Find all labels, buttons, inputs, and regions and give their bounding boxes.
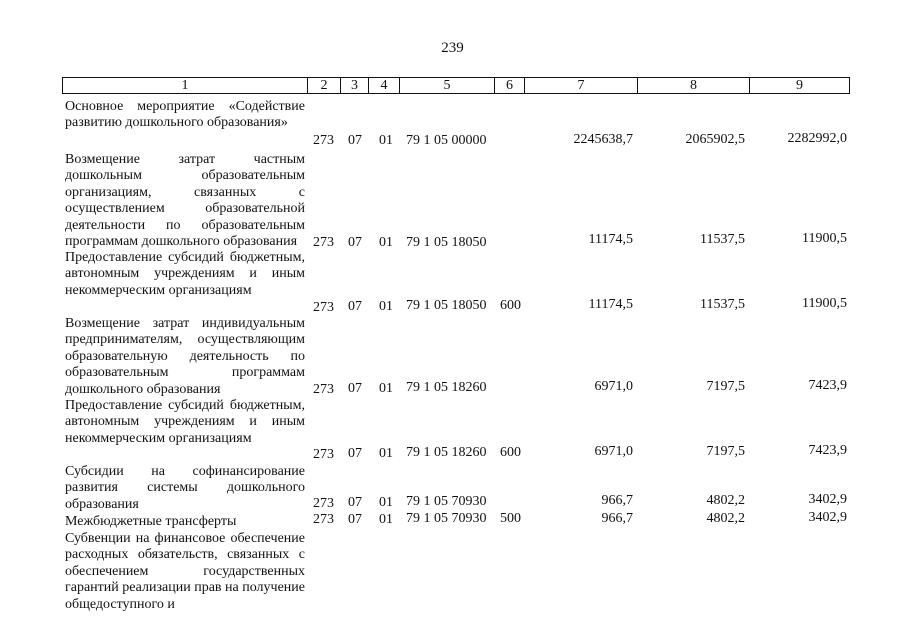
cell-col-2: 273 [313, 512, 334, 527]
cell-col-8: 7197,5 [706, 444, 745, 459]
cell-col-2: 273 [313, 496, 334, 511]
cell-col-9: 7423,9 [808, 443, 847, 458]
cell-col-5: 79 1 05 18260 [406, 380, 487, 395]
cell-col-7: 6971,0 [594, 379, 633, 394]
cell-col-2: 273 [313, 382, 334, 397]
cell-col-2: 273 [313, 133, 334, 148]
cell-col-4: 01 [379, 133, 393, 148]
row-description: Предоставление субсидий бюджетным, автономным учреждениям и иным некоммерческим организациям [65, 250, 305, 298]
cell-col-8: 4802,2 [706, 511, 745, 526]
cell-col-3: 07 [348, 299, 362, 314]
cell-col-3: 07 [348, 495, 362, 510]
cell-col-9: 3402,9 [808, 510, 847, 525]
cell-col-3: 07 [348, 133, 362, 148]
row-description: Межбюджетные трансферты [65, 514, 237, 529]
cell-col-3: 07 [348, 381, 362, 396]
row-description: Основное мероприятие «Содействие развитию дошкольного образования» [65, 99, 305, 131]
cell-col-4: 01 [379, 299, 393, 314]
cell-col-7: 2245638,7 [573, 132, 633, 147]
cell-col-7: 966,7 [601, 511, 633, 526]
cell-col-4: 01 [379, 446, 393, 461]
cell-col-9: 3402,9 [808, 492, 847, 507]
cell-col-3: 07 [348, 512, 362, 527]
page-number: 239 [441, 40, 464, 56]
cell-col-3: 07 [348, 446, 362, 461]
cell-col-7: 6971,0 [594, 444, 633, 459]
row-description: Субсидии на софинансирование развития системы дошкольного образования [65, 464, 305, 512]
cell-col-4: 01 [379, 495, 393, 510]
cell-col-5: 79 1 05 70930 [406, 494, 487, 509]
cell-col-8: 11537,5 [700, 297, 745, 312]
row-description: Предоставление субсидий бюджетным, автономным учреждениям и иным некоммерческим организациям [65, 398, 305, 446]
row-description: Возмещение затрат индивидуальным предпринимателям, осуществляющим образовательную деятельность по образовательным программам дошкольного образования [65, 316, 305, 397]
cell-col-7: 966,7 [601, 493, 633, 508]
header-col-8: 8 [637, 77, 749, 94]
row-description: Субвенции на финансовое обеспечение расходных обязательств, связанных с обеспечением государственных гарантий реализации прав на получение общедоступного и [65, 531, 305, 612]
cell-col-4: 01 [379, 381, 393, 396]
cell-col-7: 11174,5 [588, 297, 633, 312]
cell-col-2: 273 [313, 447, 334, 462]
cell-col-5: 79 1 05 70930 [406, 511, 487, 526]
cell-col-6: 600 [500, 445, 521, 460]
cell-col-2: 273 [313, 235, 334, 250]
cell-col-9: 7423,9 [808, 378, 847, 393]
cell-col-2: 273 [313, 300, 334, 315]
cell-col-8: 4802,2 [706, 493, 745, 508]
cell-col-5: 79 1 05 18260 [406, 445, 487, 460]
cell-col-8: 11537,5 [700, 232, 745, 247]
cell-col-9: 11900,5 [802, 231, 847, 246]
header-col-2: 2 [307, 77, 340, 94]
header-col-6: 6 [494, 77, 524, 94]
header-col-3: 3 [340, 77, 368, 94]
cell-col-4: 01 [379, 512, 393, 527]
cell-col-7: 11174,5 [588, 232, 633, 247]
cell-col-9: 11900,5 [802, 296, 847, 311]
cell-col-5: 79 1 05 18050 [406, 298, 487, 313]
row-description: Возмещение затрат частным дошкольным образовательным организациям, связанных с осуществлением образовательной деятельности по образовательным программам дошкольного образования [65, 152, 305, 250]
cell-col-8: 2065902,5 [685, 132, 745, 147]
cell-col-5: 79 1 05 00000 [406, 133, 487, 148]
header-col-7: 7 [524, 77, 637, 94]
header-col-9: 9 [749, 77, 850, 94]
header-col-4: 4 [368, 77, 399, 94]
cell-col-6: 600 [500, 298, 521, 313]
header-col-5: 5 [399, 77, 494, 94]
cell-col-3: 07 [348, 235, 362, 250]
cell-col-8: 7197,5 [706, 379, 745, 394]
header-col-1: 1 [62, 77, 307, 94]
cell-col-6: 500 [500, 511, 521, 526]
cell-col-9: 2282992,0 [787, 131, 847, 146]
cell-col-4: 01 [379, 235, 393, 250]
cell-col-5: 79 1 05 18050 [406, 235, 487, 250]
